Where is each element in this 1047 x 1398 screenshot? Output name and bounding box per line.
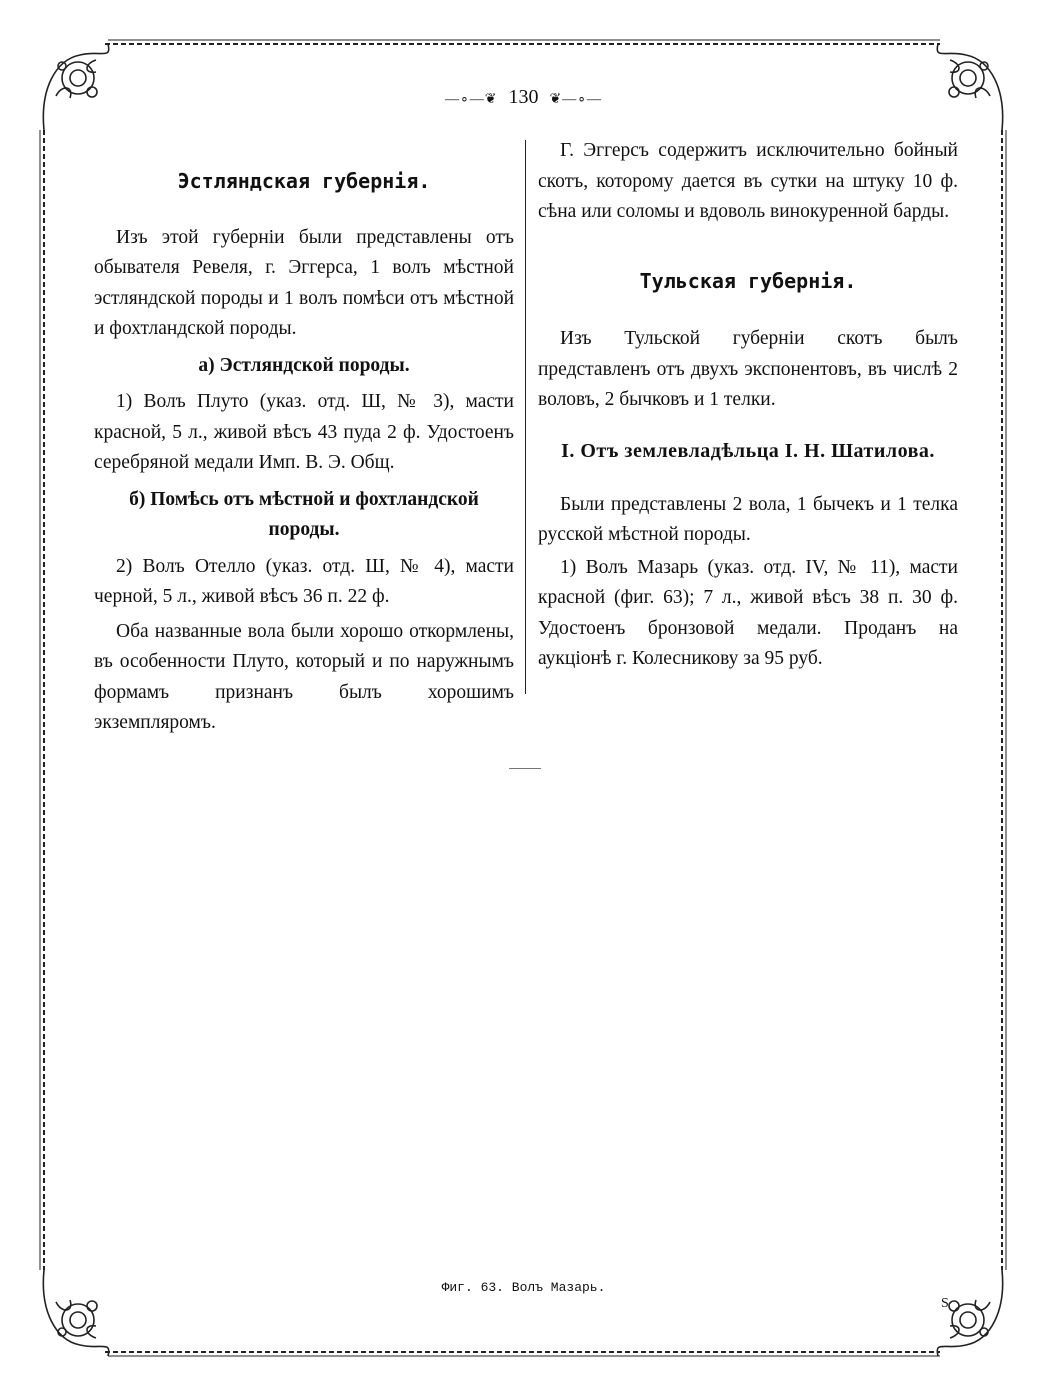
item-pluto: 1) Волъ Плуто (указ. отд. Ш, № 3), масти красной, 5 л., живой вѣсъ 43 пуда 2 ф. Удостоенъ серебряной медали Имп. В. Э. Общ. [94, 391, 514, 473]
ornament-right-icon: ❦—∘— [549, 92, 602, 107]
subheading-a: а) Эстляндской породы. [198, 354, 410, 376]
heading-tula: Тульская губернія. [639, 268, 857, 293]
section-shatilov: I. Отъ землевладѣльца I. Н. Шатилова. [561, 439, 935, 462]
page-mark: S [941, 1296, 949, 1311]
intro-tula: Изъ Тульской губерніи скотъ былъ представленъ отъ двухъ экспонентовъ, въ числѣ 2 воловъ, 2 бычковъ и 1 телки. [538, 328, 958, 410]
subheading-b: б) Помѣсь отъ мѣстной и фохтландской породы. [129, 488, 479, 540]
page-number [0, 86, 1047, 109]
shatilov-paragraph: Были представлены 2 вола, 1 бычекъ и 1 телка русской мѣстной породы. [538, 493, 958, 545]
heading-estland: Эстляндская губернія. [177, 169, 431, 193]
item-otello: 2) Волъ Отелло (указ. отд. Ш, № 4), масти черной, 5 л., живой вѣсъ 36 п. 22 ф. [94, 555, 514, 607]
intro-estland: Изъ этой губерніи были представлены отъ обывателя Ревеля, г. Эггерса, 1 волъ мѣстной эстляндской породы и 1 волъ помѣси отъ мѣстной и фохтландской породы. [94, 226, 514, 339]
eggers-paragraph: Г. Эггерсъ содержитъ исключительно бойный скотъ, которому дается въ сутки на штуку 10 ф. сѣна или соломы и вдоволь винокуренной барды. [538, 140, 958, 222]
left-column [94, 136, 514, 739]
item-mazar: 1) Волъ Мазарь (указ. отд. IV, № 11), масти красной (фиг. 63); 7 л., живой вѣсъ 38 п. 30 ф. Удостоенъ бронзовой медали. Проданъ на аукціонѣ г. Колесникову за 95 руб. [538, 556, 958, 669]
figure-caption: Фиг. 63. Волъ Мазарь. [441, 1280, 606, 1295]
page-number-text: 130 [508, 86, 539, 108]
section-end-dash [509, 768, 541, 769]
right-column [538, 136, 958, 675]
closing-paragraph: Оба названные вола были хорошо откормлены, въ особенности Плуто, который и по наружнымъ формамъ признанъ былъ хорошимъ экземпляромъ. [94, 620, 514, 733]
column-divider [525, 140, 526, 694]
ornament-left-icon: —∘—❦ [445, 92, 498, 107]
